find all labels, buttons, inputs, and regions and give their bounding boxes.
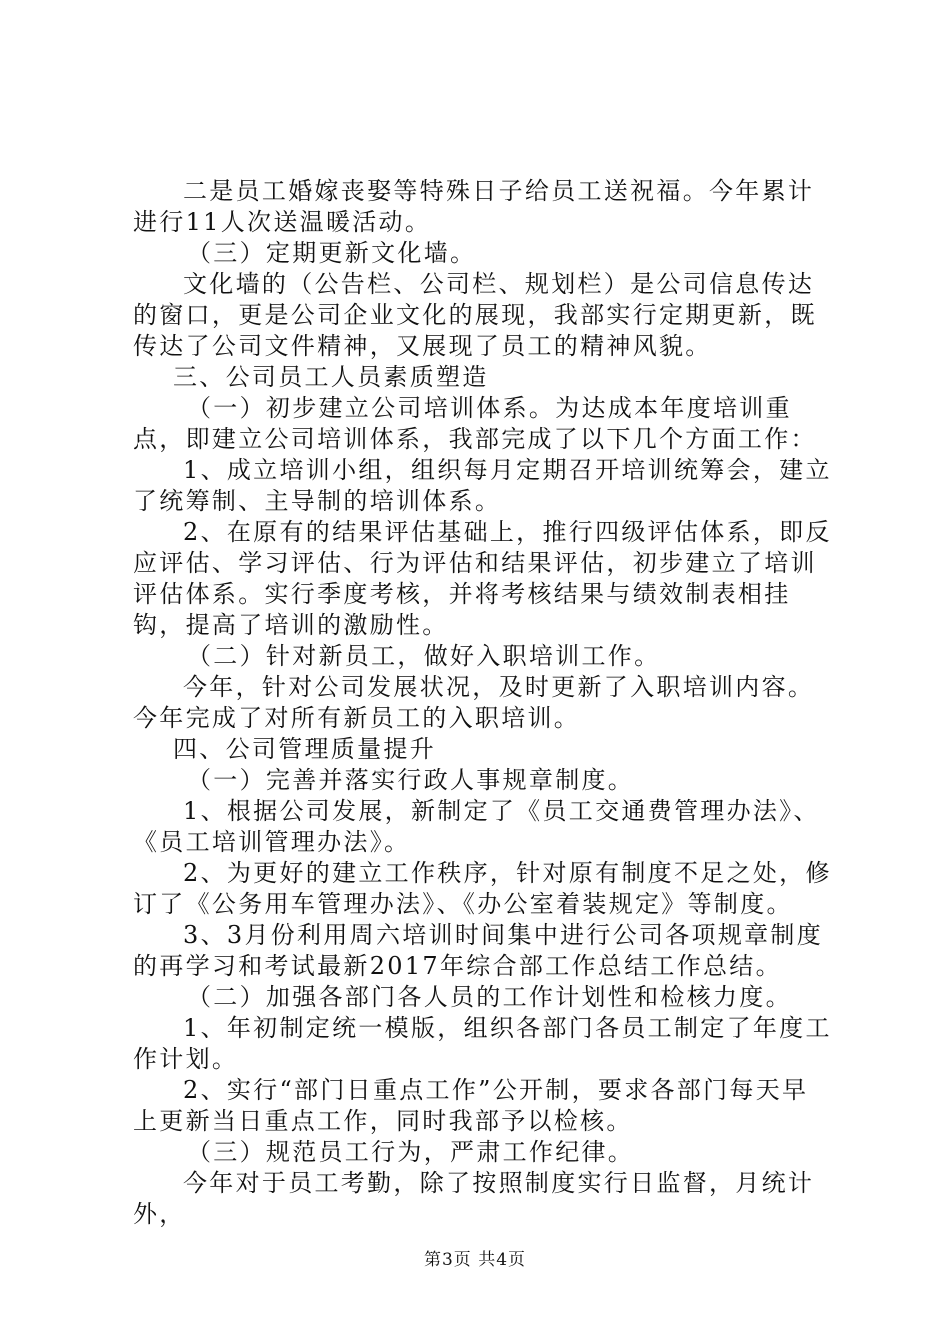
paragraph: 1、成立培训小组，组织每月定期召开培训统筹会，建立了统筹制、主导制的培训体系。 <box>133 456 832 515</box>
paragraph: 2、实行“部门日重点工作”公开制，要求各部门每天早上更新当日重点工作，同时我部予以检核。 <box>133 1076 809 1135</box>
paragraph: （一）完善并落实行政人事规章制度。 <box>187 766 635 794</box>
paragraph: （三）定期更新文化墙。 <box>187 239 477 267</box>
paragraph: 今年对于员工考勤，除了按照制度实行日监督，月统计外， <box>133 1169 815 1228</box>
paragraph: （一）初步建立公司培训体系。为达成本年度培训重点，即建立公司培训体系，我部完成了以下几个方面工作： <box>133 394 817 453</box>
paragraph: （二）加强各部门各人员的工作计划性和检核力度。 <box>187 983 792 1011</box>
paragraph: 今年，针对公司发展状况，及时更新了入职培训内容。今年完成了对所有新员工的入职培训。 <box>133 673 815 732</box>
paragraph: （三）规范员工行为，严肃工作纪律。 <box>187 1138 635 1166</box>
paragraph: （二）针对新员工，做好入职培训工作。 <box>187 642 661 670</box>
paragraph: 3、3月份利用周六培训时间集中进行公司各项规章制度的再学习和考试最新2017年综合部工作总结工作总结。 <box>133 921 824 980</box>
paragraph: 文化墙的（公告栏、公司栏、规划栏）是公司信息传达的窗口，更是公司企业文化的展现，我部实行定期更新，既传达了公司文件精神，又展现了员工的精神风貌。 <box>133 270 817 360</box>
paragraph: 2、为更好的建立工作秩序，针对原有制度不足之处，修订了《公务用车管理办法》、《办公室着装规定》等制度。 <box>133 859 832 918</box>
paragraph: 二是员工婚嫁丧娶等特殊日子给员工送祝福。今年累计进行11人次送温暖活动。 <box>133 177 815 236</box>
section-heading: 三、公司员工人员素质塑造 <box>173 363 489 391</box>
document-body <box>133 176 833 1230</box>
paragraph: 1、年初制定统一模版，组织各部门各员工制定了年度工作计划。 <box>133 1014 832 1073</box>
paragraph: 1、根据公司发展，新制定了《员工交通费管理办法》、《员工培训管理办法》。 <box>133 797 820 856</box>
paragraph: 2、在原有的结果评估基础上，推行四级评估体系，即反应评估、学习评估、行为评估和结果评估，初步建立了培训评估体系。实行季度考核，并将考核结果与绩效制表相挂钩，提高了培训的激励性。 <box>133 518 832 639</box>
page-number-footer: 第3页 共4页 <box>423 1250 527 1270</box>
section-heading: 四、公司管理质量提升 <box>173 735 436 763</box>
